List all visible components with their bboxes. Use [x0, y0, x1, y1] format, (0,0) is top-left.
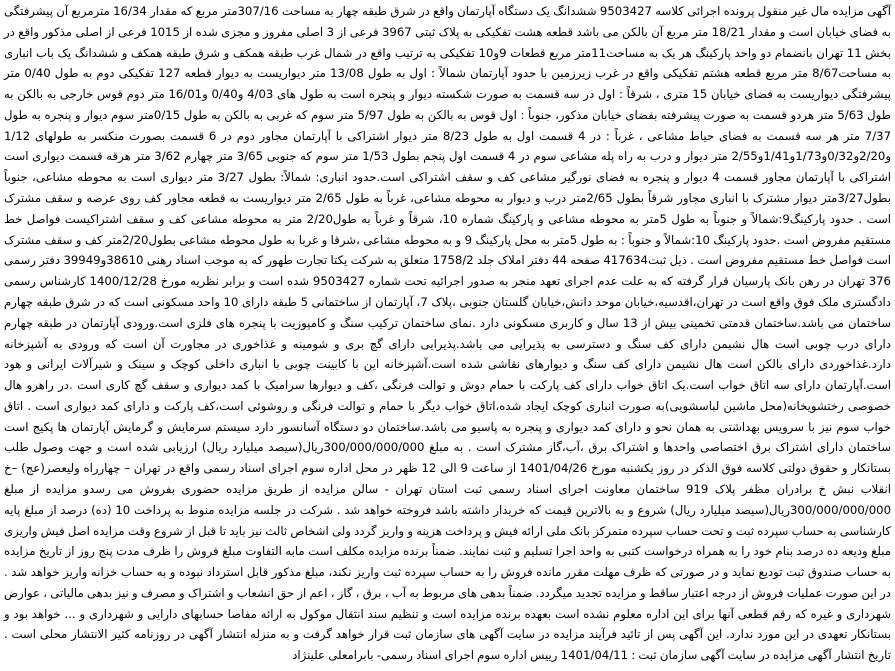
- auction-notice-text: آگهی مزایده مال غیر منقول پرونده اجرائی کلاسه 9503427 ششدانگ یک دستگاه آپارتمان واقع در شرق طبقه چهار به مساحت 307/16متر مربع که مقدار 16/34 مترمربع آن پیشرفتگی به فضای خیابان است و مقدار 18/21 متر مربع آن بالکن می باشد قطعه هشت تفکیکی به پلاک ثبتی 3967 فرعی از 3 اصلی مفروز و مجزی شده از 1015 فرعی از اصلی مذکور واقع در بخش 11 تهران بانضمام دو واحد پارکینگ هر یک به مساحت11متر مربع قطعات 9و10 تفکیکی به ترتیب واقع در شمال غرب طبقه همکف و شرق طبقه همکف و ششدانگ یک باب انباری به مساحت8/67 متر مربع قطعه هشتم تفکیکی واقع در غرب زیرزمین با حدود آپارتمان شمالاً : اول به طول 13/08 متر دیواریست به دیوار قطعه 127 تفکیکی دوم به طول 0/40 متر پیشرفتگی دیواریست به فضای خیابان 15 متری ، شرقاً : اول در سه قسمت به صورت شکسته دیوار و پنجره است به طول های 4/03 و0/40 و16/01 متر دوم قوس خارجی به بالکن به طول 5/63 متر هردو قسمت به صورت پیشرفته بفضای خیابان مذکور، جنوباً : اول قوس به بالکن به طول 5/97 متر سوم که غربی به بالکن به طول 0/15متر سوم دیوار و پنجره به طول 7/37 متر هر سه قسمت به فضای حیاط مشاعی ، غرباً : در 4 قسمت اول به طول 8/23 متر دیوار اشتراکی با آپارتمان مجاور دوم در 6 قسمت بصورت منکسر به طولهای 1/12 و2/20و0/32و1/73و1/41و2/55 متر دیوار و درب به راه پله مشاعی سوم در 4 قسمت اول پنجم بطول 1/53 متر سوم که جنوبی 3/65 متر چهارم 3/62 متر هرقه قسمت دیواری است اشتراکی با آپارتمان مجاور قسمت 4 دیوار و پنجره به فضای نورگیر مشاعی کف و سقف اشتراکی است.حدود انباری: شمالاً: بطول 3/27 متر دیواری است به محوطه مشاعی، جنوباً بطول3/27متر دیوار مشترک با انباری مجاور شرقاً بطول 2/65متر درب و دیوار به محوطه مشاعی، غرباً به طول 2/65 متر دیواریست به قطعه مجاور کف روی عرصه و سقف مشترک است . حدود پارکینگ9:شمالاً و جنوباً به طول 5متر به محوطه مشاعی و پارکینگ شماره 10، شرقاً و غرباً به طول2/20 متر به محوطه مشاعی کف و سقف اشتراکیست فواصل خط مستقیم مفروض است .حدود پارکینگ 10:شمالاً و جنوباً : به طول 5متر به محل پارکینگ 9 و به محوطه مشاعی ،شرقا و غربا به طول محوطه مشاعی بطول2/20متر کف و سقف مشترک است فواصل خط مستقیم مفروض است . ذیل ثبت417634 صفحه 44 دفتر املاک جلد 1758/2 متعلق به شرکت یکتا تجارت طهور که به موجب اسناد رهنی 38610و39949 دفتر رسمی 376 تهران در رهن بانک پارسیان قرار گرفته که به علت عدم اجرای تعهد منجر به صدور اجرائیه تحت شماره 9503427 شده است و برابر نظریه مورخ 1400/12/28 کارشناس رسمی دادگستری ملک فوق واقع است در تهران،اقدسیه،خیابان موحد دانش،خیابان گلستان جنوبی ،پلاک 7، آپارتمان از ساختمانی 5 طبقه دارای 10 واحد مسکونی است که در شرق طبقه چهارم ساختمان می باشد.ساختمان قدمتی تخمینی بیش از 13 سال و کاربری مسکونی دارد .نمای ساختمان ترکیب سنگ و کامپوزیت با پنجره های فلزی است.ورودی آپارتمان در طبقه چهارم دارای درب چوبی است هال نشیمن دارای کف سنگ و دسترسی به پذیرایی می باشد.پذیرایی دارای گچ بری و شومینه و غذاخوری در مجاورت آن است که ورودی به آشپزخانه دارد.غذاخوردی دارای بالکن است هال نشیمن دارای کف سنگ و دیوارهای نقاشی شده است.آشپزخانه این با کابینت چوبی با انباری داخلی کوچک و سینک و شیرآلات ایرانی و هود است.آپارتمان دارای سه اتاق خواب است.یک اتاق خواب دارای کف پارکت با حمام دوش و توالت فرنگی ،کف و دیوارها سرامیک با کمد دیواری و سقف گچ کاری است .در راهرو هال خصوصی رختشویخانه(محل ماشین لباسشویی)به صورت انباری کوچک ایجاد شده،اتاق خواب دیگر با حمام و توالت فرنگی و روشوئی است،کف پارکت و دارای کمد دیواری است . اتاق خواب سوم نیز با سرویس بهداشتی به همان نحو و دارای کمد دیواری و پنجره به پاسیو می باشد.ساختمان دو دستگاه آسانسور دارد سیستم سرمایش و گرمایش آپارتمان ها پکیج است ساختمان دارای اشتراک برق اختصاصی واحدها و اشتراک برق ،آب،گاز مشترک است . به مبلغ 300/000/000/000ریال(سیصد میلیارد ریال) ارزیابی شده است و جهت وصول طلب بستانکار و حقوق دولتی کلاسه فوق الذکر در روز یکشنبه مورخ 1401/04/26 از ساعت 9 الی 12 ظهر در محل اداره سوم اجرای اسناد رسمی واقع در تهران – چهارراه ولیعصر(عج) –خ انقلاب نبش خ برادران مظفر پلاک 919 ساختمان معاونت اجرای اسناد رسمی ثبت استان تهران - سالن مزایده از طریق مزایده حضوری بفروش می رسدو مزایده از مبلغ 300/000/000/000ریال(سیصد میلیارد ریال) شروع و به بالاترین قیمت که خریدار داشته باشد فروخته خواهد شد . شرکت در جلسه مزایده منوط به پرداخت 10 (ده) درصد از مبلغ پایه کارشناسی به حساب سپرده ثبت و تحت حساب سپرده متمرکز بانک ملی ارائه فیش و پرداخت هزینه و واریز گردد ولی اشخاص ثالث نیز باید تا قبل از شروع وقت مزایده اصل فیش واریزی مبلغ ودیعه ده درصد بنام خود را به همراه درخواست کتبی به واحد اجرا تسلیم و ثبت نمایند. ضمناً برنده مزایده مکلف است مابه التفاوت مبلغ فروش را ظرف مدت پنج روز از تاریخ مزایده به حساب صندوق ثبت تودیع نماید و در صورتی که ظرف مهلت مقرر مانده فروش را به حساب سپرده ثبت واریز نکند، مبلغ مذکور قابل استرداد نبوده و به حساب خزانه واریز خواهد شد . در این صورت عملیات فروش از درجه اعتبار ساقط و مزایده تجدید میگردد. ضمناً بدهی های مربوط به آب ، برق ، گاز ، اعم از حق انشعاب و اشتراک و مصرف و نیز بدهی مالیاتی ، عوارض شهرداری و غیره که رقم قطعی آنها برای این اداره معلوم نشده است بعهده برنده مزایده است و تنظیم سند انتقال موکول به ارائه مفاصا حسابهای دارایی و شهرداری و ... خواهد بود و بستانکار تعهدی در این مورد ندارد. این آگهی پس از تائید فرآیند مزایده در سایت آگهی های سازمان ثبت قرار خواهد گرفت و به منزله انتشار آگهی در روزنامه کثیر الانتشار محلی است . تاریخ انتشار آگهی مزایده در سایت آگهی سازمان ثبت : 1401/04/11 رییس اداره سوم اجرای اسناد رسمی- بابرامعلی علینژاد: [4, 4, 892, 663]
